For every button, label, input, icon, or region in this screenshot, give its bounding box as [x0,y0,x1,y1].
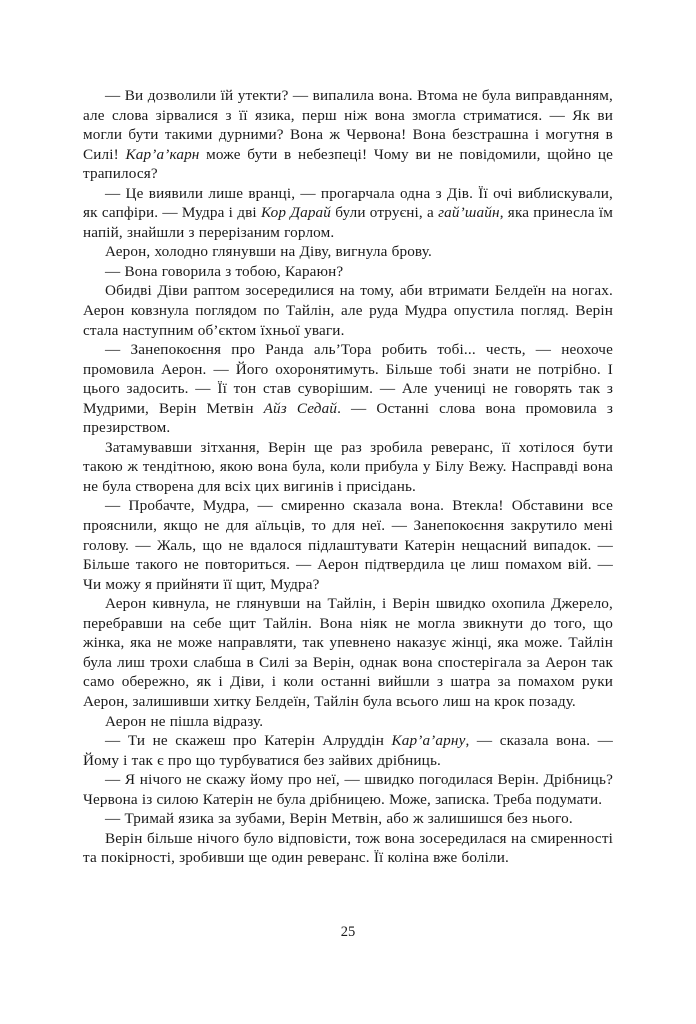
paragraph: Верін більше нічого було відповісти, тож вона зосередилася на смиренності та покірності, зробивши ще один реверанс. Її коліна вже боліли. [83,829,613,867]
paragraph: — Пробачте, Мудра, — смиренно сказала вона. Втекла! Обставини все прояснили, якщо не для аїльців, то для неї. — Занепокоєння закрутило мені голову. — Жаль, що не вдалося підлаштувати Катерін нещасний випадок. — Більше такого не повториться. — Аерон підтвердила це лиш помахом вій. — Чи можу я прийняти її щит, Мудра? [83,497,613,593]
paragraph: Обидві Діви раптом зосередилися на тому, аби втримати Белдеїн на ногах. Аерон ковзнула поглядом по Тайлін, але руда Мудра опустила погляд. Верін стала наступним об’єктом їхньої уваги. [83,282,613,339]
page-number: 25 [340,924,356,940]
paragraph: Аерон не пішла відразу. [105,712,264,730]
paragraph: Аерон, холодно глянувши на Діву, вигнула брову. [105,243,432,261]
paragraph: — Ти не скажеш про Катерін Алруддін Кар’а’арну, — сказала вона. — Йому і так є про що турбуватися без зайвих дрібниць. [83,732,613,769]
body-text [83,86,613,868]
paragraph: — Тримай язика за зубами, Верін Метвін, або ж залишишся без нього. [105,810,573,828]
paragraph: — Ви дозволили їй утекти? — випалила вона. Втома не була виправданням, але слова зірвалися з її язика, перш ніж вона змогла стриматися. — Як ви могли бути такими дурними? Вона ж Червона! Вона безстрашна і могутня в Силі! Кар’а’карн може бути в небезпеці! Чому ви не повідомили, щойно це трапилося? [83,87,614,183]
paragraph: Аерон кивнула, не глянувши на Тайлін, і Верін швидко охопила Джерело, перебравши на себе щит Тайлін. Вона ніяк не могла звикнути до того, що жінка, яка не може направляти, так упевнено наказує жінці, яка може. Тайлін була лиш трохи слабша в Силі за Верін, однак вона спостерігала за Аерон так само обережно, як і Діви, і коли останні вийшли з шатра за помахом руки Аерон, залишивши хитку Белдеїн, Тайлін була всього лиш на крок позаду. [83,595,613,710]
paragraph: — Вона говорила з тобою, Караюн? [105,262,344,280]
paragraph: — Це виявили лише вранці, — прогарчала одна з Дів. Її очі виблискували, як сапфіри. — Мудра і дві Кор Дарай були отруєні, а гай’шайн, яка принесла їм напій, знайшли з перерізаним горлом. [83,184,613,241]
paragraph: Затамувавши зітхання, Верін ще раз зробила реверанс, її хотілося бути такою ж тендітною, якою вона була, коли прибула у Білу Вежу. Насправді вона не була створена для всіх цих вигинів і присідань. [83,438,613,495]
paragraph: — Я нічого не скажу йому про неї, — швидко погодилася Верін. Дрібниць? Червона із силою Катерін не була дрібницею. Може, записка. Треба подумати. [83,771,613,808]
paragraph: — Занепокоєння про Ранда аль’Тора робить тобі... честь, — неохоче промовила Аерон. — Його охоронятимуть. Більше тобі знати не потрібно. І цього задосить. — Її тон став суворішим. — Але учениці не говорять так з Мудрими, Верін Метвін Айз Седай. — Останні слова вона промовила з презирством. [83,341,613,437]
